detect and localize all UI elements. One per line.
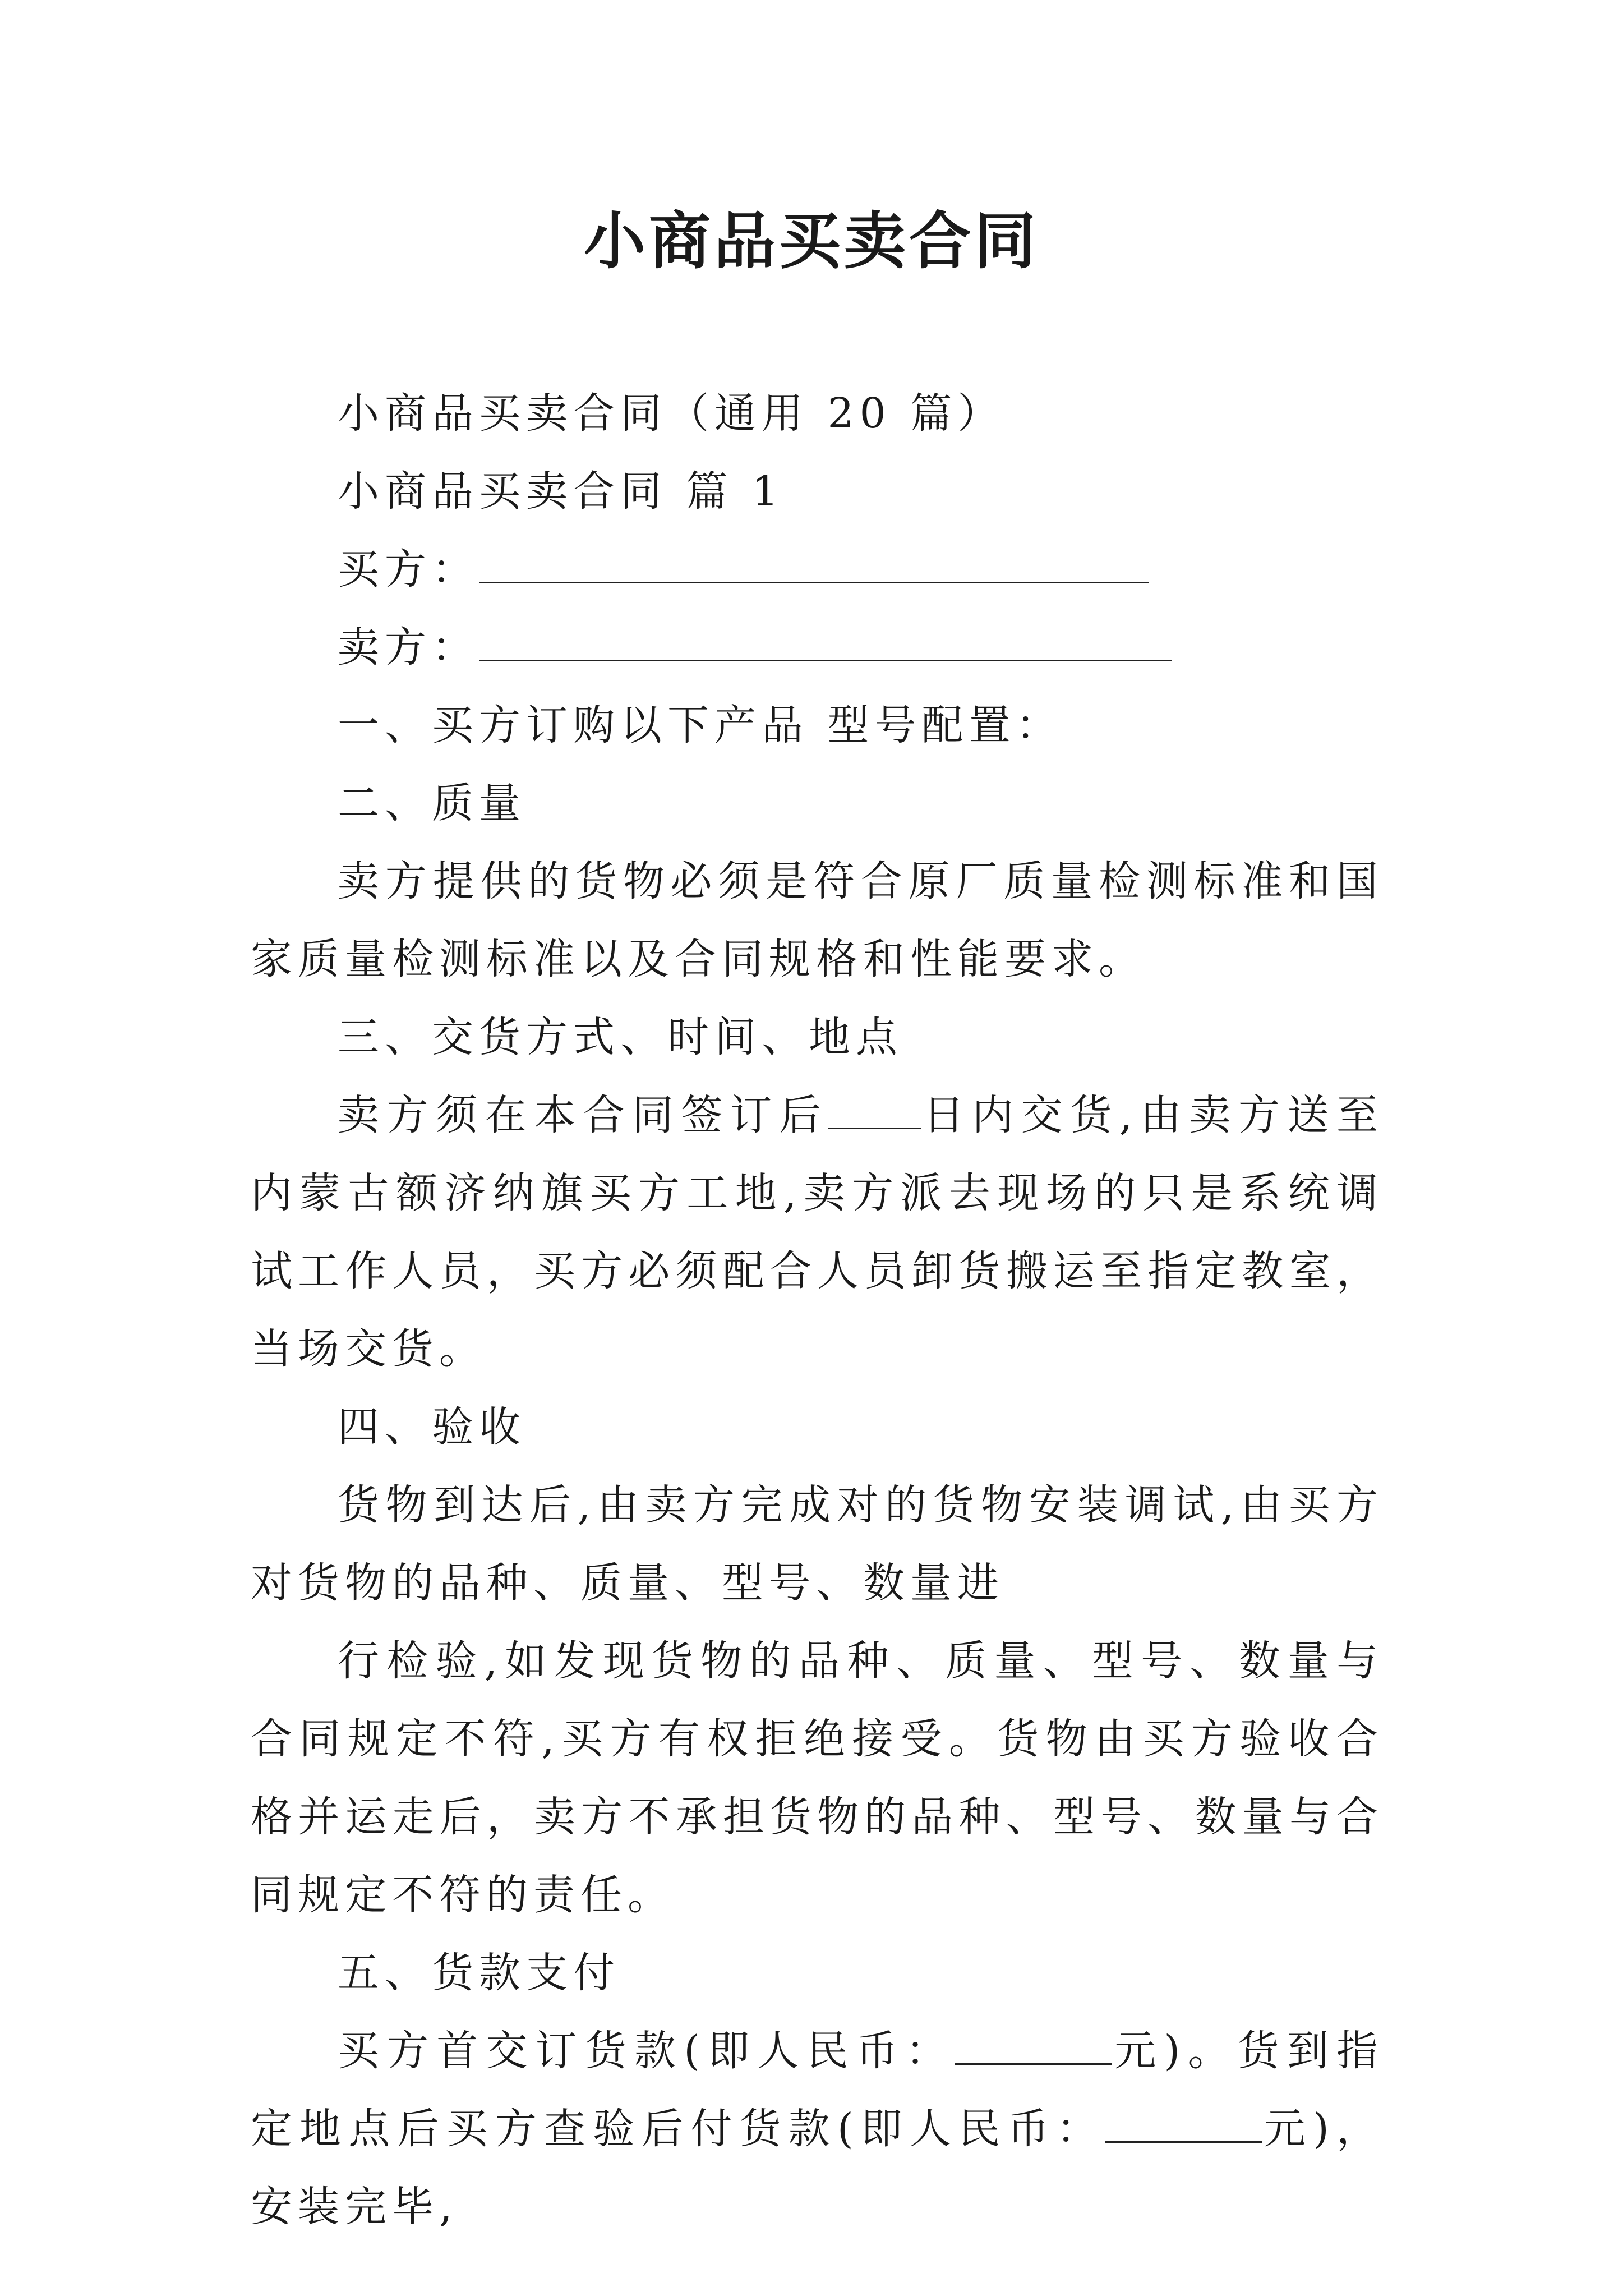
document-title: 小商品买卖合同 [584,205,1039,277]
payment-amount-blank [1105,2133,1262,2143]
document-subtitle: 小商品买卖合同（通用 20 篇） [338,389,1005,438]
delivery-days-blank [828,1119,921,1129]
section-heading: 小商品买卖合同 篇 1 [338,467,785,516]
document-body [251,375,1384,2246]
quality-paragraph: 卖方提供的货物必须是符合原厂质量检测标准和国家质量检测标准以及合同规格和性能要求。 [251,857,1384,983]
payment-text-pre: 买方首交订货款(即人民币： [338,2027,956,2075]
seller-label: 卖方： [338,623,479,671]
clause-4-heading: 四、验收 [338,1403,526,1451]
payment-text-post: 元)，安装完毕, [251,2105,1384,2231]
seller-blank [479,651,1172,661]
clause-5-heading: 五、货款支付 [338,1949,620,1997]
seller-line [251,609,1384,687]
buyer-blank [479,573,1149,583]
clause-2-heading: 二、质量 [338,779,526,827]
payment-paragraph [251,2012,1384,2246]
deposit-amount-blank [955,2055,1112,2065]
clause-1-heading: 一、买方订购以下产品 型号配置： [338,701,1063,749]
buyer-label: 买方： [338,545,479,593]
acceptance-paragraph-2: 行检验,如发现货物的品种、质量、型号、数量与合同规定不符,买方有权拒绝接受。货物由买方验收合格并运走后，卖方不承担货物的品种、型号、数量与合同规定不符的责任。 [251,1637,1384,1919]
payment-text-mid: 元)。货到指定地点后买方查验后付货款(即人民币： [251,2027,1384,2153]
clause-3-heading: 三、交货方式、时间、地点 [338,1013,903,1061]
delivery-paragraph [251,1076,1384,1388]
buyer-line [251,531,1384,609]
acceptance-paragraph-1: 货物到达后,由卖方完成对的货物安装调试,由买方对货物的品种、质量、型号、数量进 [251,1481,1384,1607]
delivery-text-pre: 卖方须在本合同签订后 [338,1091,829,1139]
delivery-text-post: 日内交货,由卖方送至内蒙古额济纳旗买方工地,卖方派去现场的只是系统调试工作人员，买方必须配合人员卸货搬运至指定教室，当场交货。 [251,1091,1384,1373]
